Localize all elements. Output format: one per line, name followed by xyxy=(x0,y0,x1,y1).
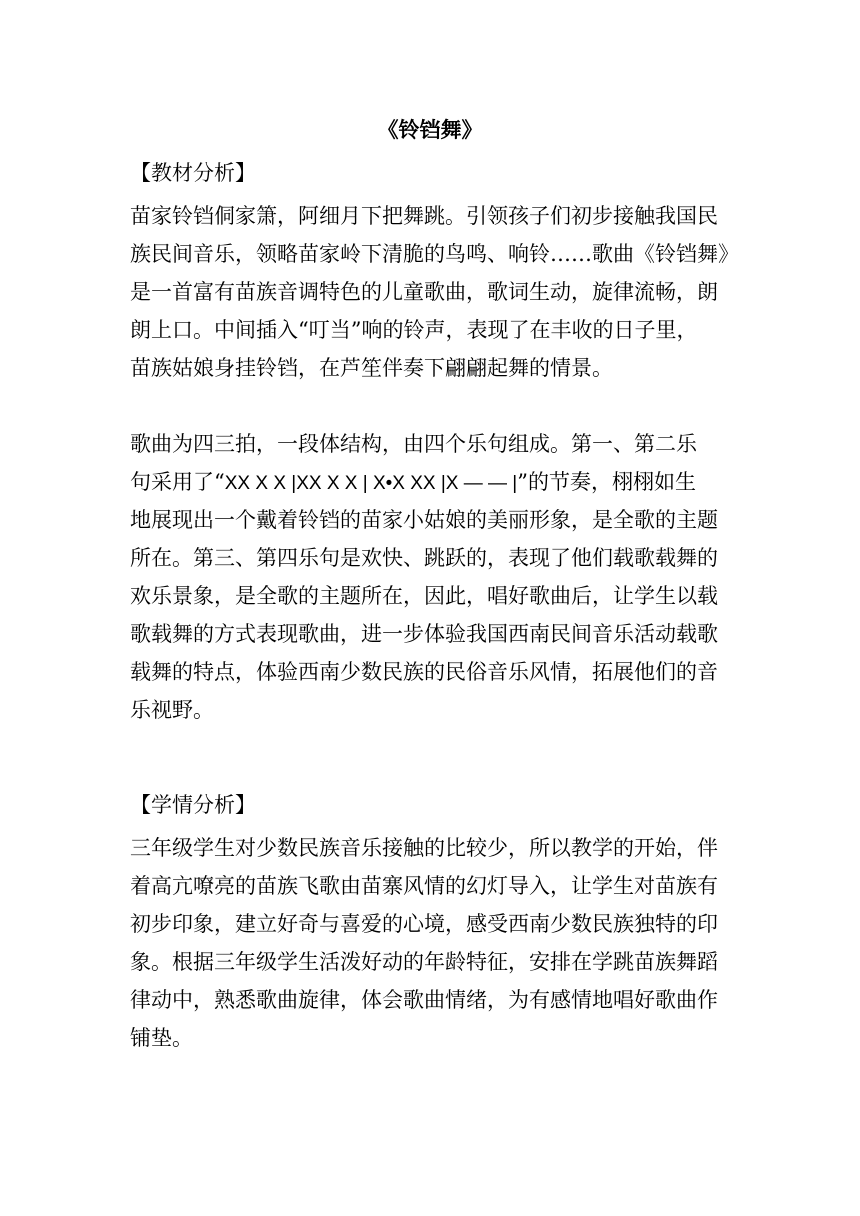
text-fragment: 句采用了“ xyxy=(130,470,225,494)
text-fragment: ”的节奏，栩栩如生 xyxy=(517,470,696,494)
text-line: 三年级学生对少数民族音乐接触的比较少，所以教学的开始，伴 xyxy=(130,836,718,860)
text-line: 象。根据三年级学生活泼好动的年龄特征，安排在学跳苗族舞蹈 xyxy=(130,950,718,974)
rhythm-notation: XX X X |XX X X | X•X XX |X — — | xyxy=(224,473,518,494)
text-line: 是一首富有苗族音调特色的儿童歌曲，歌词生动，旋律流畅，朗 xyxy=(130,280,718,304)
document-title: 《铃铛舞》 xyxy=(377,117,483,142)
paragraph-learner-analysis xyxy=(130,829,730,1057)
text-line: 着高亢嘹亮的苗族飞歌由苗寨风情的幻灯导入，让学生对苗族有 xyxy=(130,874,718,898)
text-line: 族民间音乐，领略苗家岭下清脆的鸟鸣、响铃……歌曲《铃铛舞》 xyxy=(130,242,739,266)
text-line: 载舞的特点，体验西南少数民族的民俗音乐风情，拓展他们的音 xyxy=(130,660,718,684)
text-line: 朗上口。中间插入“叮当”响的铃声，表现了在丰收的日子里， xyxy=(130,318,698,342)
paragraph-textbook-intro xyxy=(130,197,739,387)
text-line: 欢乐景象，是全歌的主题所在，因此，唱好歌曲后，让学生以载 xyxy=(130,584,718,608)
paragraph-song-structure xyxy=(130,425,730,729)
text-line: 律动中，熟悉歌曲旋律，体会歌曲情绪，为有感情地唱好歌曲作 xyxy=(130,988,718,1012)
text-line: 苗族姑娘身挂铃铛，在芦笙伴奏下翩翩起舞的情景。 xyxy=(130,356,613,380)
text-line: 地展现出一个戴着铃铛的苗家小姑娘的美丽形象，是全歌的主题 xyxy=(130,508,718,532)
section-heading-textbook-analysis: 【教材分析】 xyxy=(130,161,256,185)
text-line: 初步印象，建立好奇与喜爱的心境，感受西南少数民族独特的印 xyxy=(130,912,718,936)
text-line-with-rhythm xyxy=(130,463,730,501)
text-line: 铺垫。 xyxy=(130,1026,193,1050)
text-line: 乐视野。 xyxy=(130,698,214,722)
text-line: 所在。第三、第四乐句是欢快、跳跃的，表现了他们载歌载舞的 xyxy=(130,546,718,570)
text-line: 苗家铃铛侗家箫，阿细月下把舞跳。引领孩子们初步接触我国民 xyxy=(130,204,718,228)
section-heading-learner-analysis: 【学情分析】 xyxy=(130,793,256,817)
text-line: 歌载舞的方式表现歌曲，进一步体验我国西南民间音乐活动载歌 xyxy=(130,622,718,646)
text-line: 歌曲为四三拍，一段体结构，由四个乐句组成。第一、第二乐 xyxy=(130,432,697,456)
